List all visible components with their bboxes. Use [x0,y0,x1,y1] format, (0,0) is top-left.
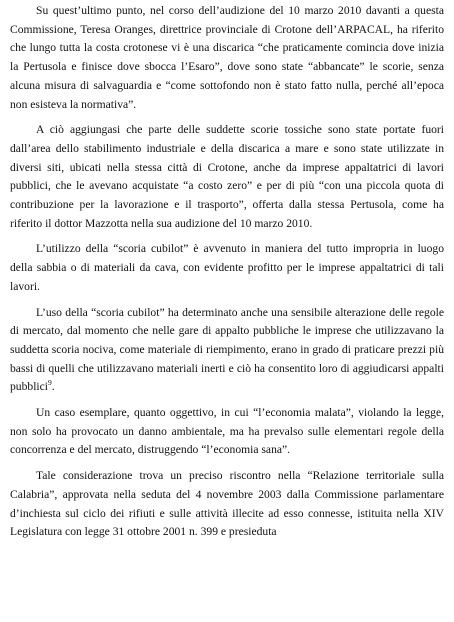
paragraph-text: A ciò aggiungasi che parte delle suddette scorie tossiche sono state portate fuori dall’area dello stabilimento industriale e della discarica a mare e sono state utilizzate in diversi siti, ubicati nella stessa città di Crotone, anche da imprese appaltatrici di lavori pubblici, che le avevano acquistate “a costo zero” e per di più “con una piccola quota di contribuzione per la lavorazione e il trasporto”, offerta dalla stessa Pertusola, come ha riferito il dottor Mazzotta nella sua audizione del 10 marzo 2010. [10,123,444,230]
paragraph-exemplary-case [10,404,444,460]
paragraph-market-alteration [10,304,444,398]
footnote-reference[interactable]: 9 [48,377,52,387]
paragraph-text: L’utilizzo della “scoria cubilot” è avvenuto in maniera del tutto impropria in luogo della sabbia o di materiali da cava, con evidente profitto per le imprese appaltatrici di tali lavori. [10,242,444,293]
paragraph-tail: . [51,380,55,394]
paragraph-text: Su quest’ultimo punto, nel corso dell’audizione del 10 marzo 2010 davanti a questa Commissione, Teresa Oranges, direttrice provinciale di Crotone dell’ARPACAL, ha riferito che lungo tutta la costa crotonese vi è una discarica “che praticamente comincia dove inizia la Pertusola e finisce dove sbocca l’Esaro”, dove sono state “abbancate” le scorie, senza alcuna misura di salvaguardia e “come sottofondo non è stato fatto nulla, perché all’epoca non esisteva la normativa”. [10,4,444,111]
paragraph-text: Un caso esemplare, quanto oggettivo, in cui “l’economia malata”, violando la legge, non solo ha provocato un danno ambientale, ma ha prevalso sulle elementari regole della concorrenza e del mercato, distruggendo “l’economia sana”. [10,406,444,457]
document-page [10,0,444,622]
paragraph-text: L’uso della “scoria cubilot” ha determinato anche una sensibile alterazione delle regole di mercato, dal momento che nelle gare di appalto pubbliche le imprese che utilizzavano la suddetta scoria nociva, come materiale di riempimento, erano in grado di praticare prezzi più bassi di quelli che utilizzavano materiali inerti e ciò ha consentito loro di aggiudicarsi appalti pubblici [10,305,444,394]
paragraph-cubilot-use [10,240,444,296]
paragraph-text: Tale considerazione trova un preciso riscontro nella “Relazione territoriale sulla Calabria”, approvata nella seduta del 4 novembre 2003 dalla Commissione parlamentare d’inchiesta sul ciclo dei rifiuti e sulle attività illecite ad esso connesse, istituita nella XIV Legislatura con legge 31 ottobre 2001 n. 399 e presieduta [10,469,444,539]
paragraph-slag-outside-site [10,121,444,233]
paragraph-calabria-report [10,467,444,542]
paragraph-testimony-oranges [10,2,444,114]
